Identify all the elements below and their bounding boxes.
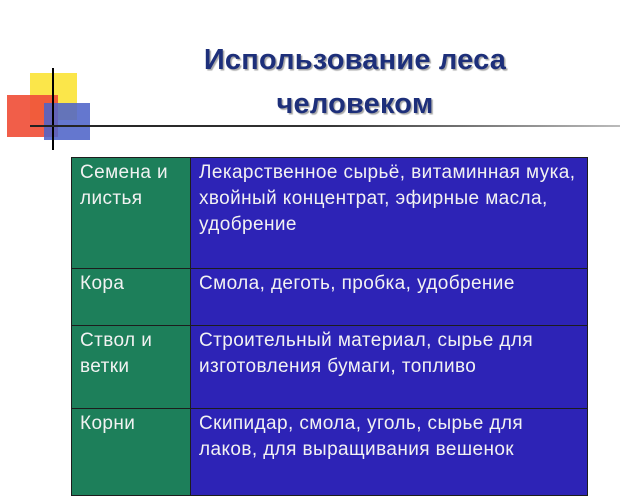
usage-cell: Строительный материал, сырье для изготовления бумаги, топливо — [191, 326, 588, 409]
tree-part-cell: Ствол и ветки — [72, 326, 191, 409]
forest-use-table — [71, 157, 588, 496]
table-row — [72, 409, 588, 496]
slide-title — [120, 38, 590, 126]
table-row — [72, 326, 588, 409]
table-row — [72, 269, 588, 326]
usage-cell: Лекарственное сырьё, витаминная мука, хвойный концентрат, эфирные масла, удобрение — [191, 158, 588, 269]
decor-blue-square — [44, 103, 90, 140]
table-row — [72, 158, 588, 269]
decor-vertical-line — [52, 68, 54, 150]
title-line-1: Использование леса — [203, 44, 507, 76]
tree-part-cell: Корни — [72, 409, 191, 496]
title-line-2: человеком — [276, 88, 434, 120]
tree-part-cell: Семена и листья — [72, 158, 191, 269]
usage-cell: Смола, деготь, пробка, удобрение — [191, 269, 588, 326]
tree-part-cell: Кора — [72, 269, 191, 326]
usage-cell: Скипидар, смола, уголь, сырье для лаков, для выращивания вешенок — [191, 409, 588, 496]
